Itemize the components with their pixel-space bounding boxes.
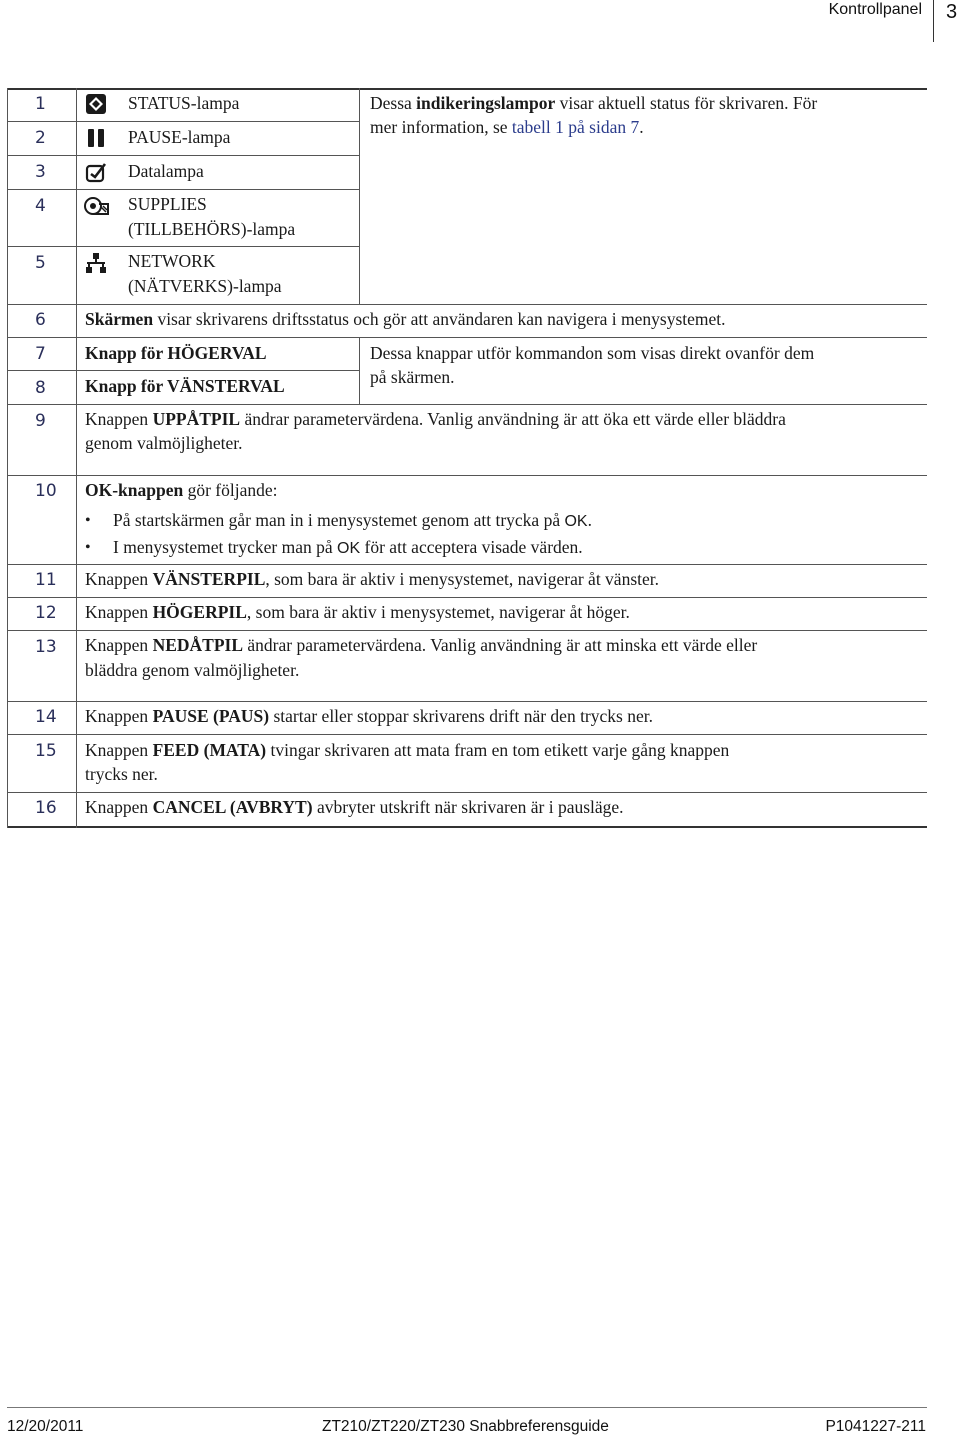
- table-bottom-rule: [7, 826, 927, 828]
- select-buttons-description: Dessa knappar utför kommandon som visas direkt ovanför dem: [370, 343, 815, 363]
- lamps-description: Dessa indikeringslampor visar aktuell status för skrivaren. För: [370, 93, 818, 113]
- row-number: 14: [35, 707, 57, 727]
- up-arrow-description: Knappen UPPÅTPIL ändrar parametervärdena. Vanlig användning är att öka ett värde eller bläddra: [85, 409, 786, 429]
- pause-icon: [85, 127, 107, 149]
- row-divider: [7, 155, 359, 156]
- network-lamp-label-line2: (NÄTVERKS)-lampa: [128, 276, 282, 296]
- up-arrow-description-line2: genom valmöjligheter.: [85, 433, 243, 453]
- down-arrow-description: Knappen NEDÅTPIL ändrar parametervärdena. Vanlig användning är att minska ett värde eller: [85, 635, 758, 655]
- row-number: 10: [35, 481, 57, 501]
- description-column-divider: [359, 337, 360, 404]
- display-description: Skärmen visar skrivarens driftsstatus och gör att användaren kan navigera i menysystemet.: [85, 309, 726, 329]
- row-divider: [7, 734, 927, 735]
- table-top-rule: [7, 88, 927, 90]
- ok-bullet-1: På startskärmen går man in i menysystemet genom att trycka på OK.: [113, 510, 592, 530]
- table-reference-link[interactable]: tabell 1 på sidan 7: [511, 117, 640, 137]
- row-number: 3: [35, 162, 46, 182]
- ok-bullet-2: I menysystemet trycker man på OK för att acceptera visade värden.: [113, 537, 583, 557]
- number-column-divider: [76, 88, 77, 828]
- bullet: •: [85, 512, 91, 529]
- row-number: 16: [35, 798, 57, 818]
- row-divider: [7, 630, 927, 631]
- supplies-lamp-label-line2: (TILLBEHÖRS)-lampa: [128, 219, 296, 239]
- row-divider: [7, 337, 927, 338]
- row-number: 8: [35, 378, 46, 398]
- lamps-description-line2: mer information, se tabell 1 på sidan 7.: [370, 117, 644, 137]
- network-icon: [85, 252, 107, 274]
- footer-part-number: P1041227-211: [825, 1418, 926, 1435]
- status-lamp-label: STATUS-lampa: [128, 93, 240, 113]
- row-number: 6: [35, 310, 46, 330]
- row-divider: [7, 404, 927, 405]
- right-arrow-description: Knappen HÖGERPIL, som bara är aktiv i menysystemet, navigerar åt höger.: [85, 602, 630, 622]
- row-divider: [7, 564, 927, 565]
- data-icon: [85, 161, 107, 183]
- cancel-button-description: Knappen CANCEL (AVBRYT) avbryter utskrift när skrivaren är i pausläge.: [85, 797, 624, 817]
- table-left-border: [7, 88, 8, 828]
- footer-date: 12/20/2011: [7, 1418, 84, 1435]
- section-title: Kontrollpanel: [828, 1, 922, 18]
- row-divider: [7, 246, 359, 247]
- left-select-button-label: Knapp för VÄNSTERVAL: [85, 376, 285, 396]
- row-divider: [7, 189, 359, 190]
- description-column-divider: [359, 88, 360, 304]
- row-number: 2: [35, 128, 46, 148]
- status-icon: [85, 93, 107, 115]
- row-divider: [7, 792, 927, 793]
- footer-rule: [7, 1407, 927, 1408]
- row-number: 4: [35, 196, 46, 216]
- header-divider: [933, 0, 934, 42]
- row-number: 12: [35, 603, 57, 623]
- ok-button-description: OK-knappen gör följande:: [85, 480, 278, 500]
- select-buttons-description-line2: på skärmen.: [370, 367, 455, 387]
- left-arrow-description: Knappen VÄNSTERPIL, som bara är aktiv i menysystemet, navigerar åt vänster.: [85, 569, 659, 589]
- row-divider: [7, 597, 927, 598]
- pause-lamp-label: PAUSE-lampa: [128, 127, 231, 147]
- network-lamp-label: NETWORK: [128, 251, 216, 271]
- page-number: 3: [946, 1, 958, 23]
- bullet: •: [85, 539, 91, 556]
- footer-guide-title: ZT210/ZT220/ZT230 Snabbreferensguide: [322, 1418, 609, 1435]
- row-divider: [7, 121, 359, 122]
- row-divider: [7, 304, 927, 305]
- row-number: 5: [35, 253, 46, 273]
- pause-button-description: Knappen PAUSE (PAUS) startar eller stoppar skrivarens drift när den trycks ner.: [85, 706, 653, 726]
- row-number: 9: [35, 411, 46, 431]
- row-divider: [7, 701, 927, 702]
- data-lamp-label: Datalampa: [128, 161, 204, 181]
- feed-button-description: Knappen FEED (MATA) tvingar skrivaren att mata fram en tom etikett varje gång knappen: [85, 740, 730, 760]
- row-number: 11: [35, 570, 57, 590]
- down-arrow-description-line2: bläddra genom valmöjligheter.: [85, 660, 300, 680]
- row-divider: [7, 370, 359, 371]
- row-number: 15: [35, 741, 57, 761]
- feed-button-description-line2: trycks ner.: [85, 764, 158, 784]
- supplies-icon: [84, 195, 110, 217]
- supplies-lamp-label: SUPPLIES: [128, 194, 207, 214]
- right-select-button-label: Knapp för HÖGERVAL: [85, 343, 267, 363]
- row-number: 13: [35, 637, 57, 657]
- row-divider: [7, 475, 927, 476]
- control-panel-table: [7, 88, 927, 828]
- row-number: 1: [35, 94, 46, 114]
- row-number: 7: [35, 344, 46, 364]
